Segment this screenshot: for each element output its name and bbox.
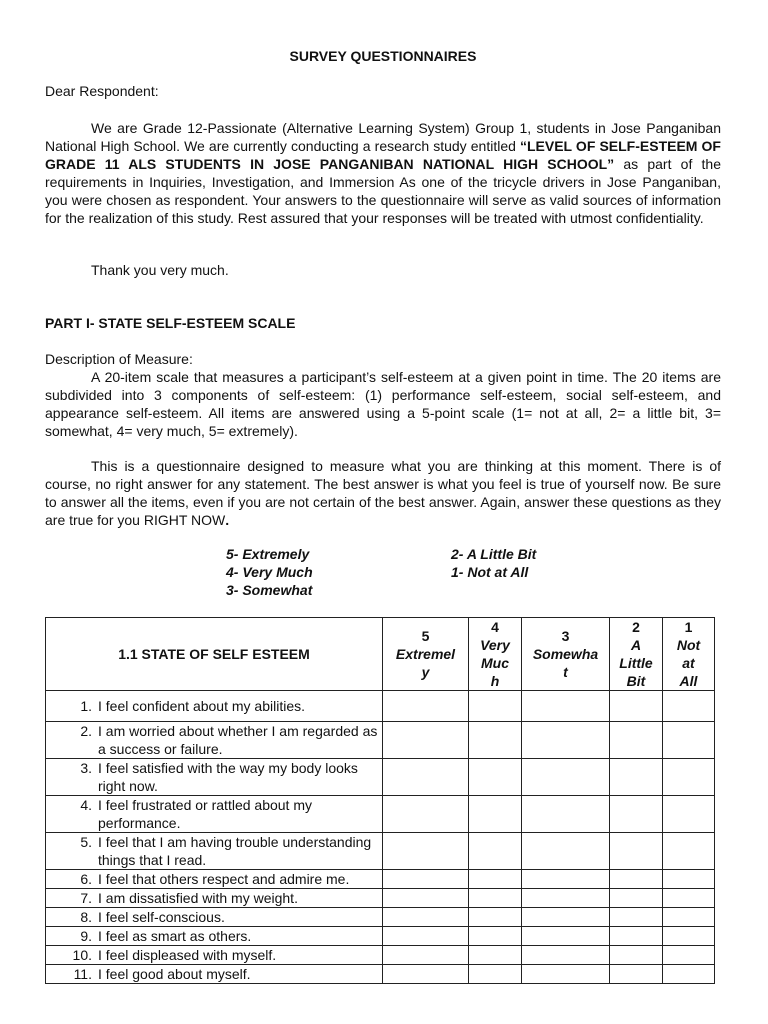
rating-1-cell[interactable] bbox=[663, 946, 715, 965]
item-cell: 8. I feel self-conscious. bbox=[46, 908, 383, 927]
scale-legend-left bbox=[226, 545, 313, 599]
rating-3-cell[interactable] bbox=[522, 691, 610, 722]
column-4-header: 4 Very Muc h bbox=[469, 618, 522, 691]
table-row bbox=[46, 889, 715, 908]
table-row bbox=[46, 946, 715, 965]
scale-5: 5- Extremely bbox=[226, 546, 310, 562]
rating-5-cell[interactable] bbox=[383, 870, 469, 889]
rating-3-cell[interactable] bbox=[522, 965, 610, 984]
rating-1-cell[interactable] bbox=[663, 927, 715, 946]
column-2-header: 2 A Little Bit bbox=[610, 618, 663, 691]
thank-you-text: Thank you very much. bbox=[91, 262, 229, 278]
rating-5-cell[interactable] bbox=[383, 946, 469, 965]
item-cell: 2. I am worried about whether I am regarded as a success or failure. bbox=[46, 722, 383, 759]
description-text: A 20-item scale that measures a participant’s self-esteem at a given point in time. The 20 items are subdivided into 3 components of self-esteem: (1) performance self-esteem, social self-esteem, and appearance self-esteem. All items are answered using a 5-point scale (1= not at all, 2= a little bit, 3= somewhat, 4= very much, 5= extremely). bbox=[45, 369, 721, 439]
rating-4-cell[interactable] bbox=[469, 759, 522, 796]
item-cell: 10. I feel displeased with myself. bbox=[46, 946, 383, 965]
rating-4-cell[interactable] bbox=[469, 870, 522, 889]
item-cell: 3. I feel satisfied with the way my body looks right now. bbox=[46, 759, 383, 796]
rating-3-cell[interactable] bbox=[522, 927, 610, 946]
rating-5-cell[interactable] bbox=[383, 691, 469, 722]
table-row bbox=[46, 691, 715, 722]
rating-2-cell[interactable] bbox=[610, 833, 663, 870]
instructions-text bbox=[45, 457, 721, 529]
rating-1-cell[interactable] bbox=[663, 759, 715, 796]
table-row bbox=[46, 927, 715, 946]
item-cell: 11. I feel good about myself. bbox=[46, 965, 383, 984]
rating-5-cell[interactable] bbox=[383, 908, 469, 927]
rating-2-cell[interactable] bbox=[610, 722, 663, 759]
rating-4-cell[interactable] bbox=[469, 691, 522, 722]
rating-2-cell[interactable] bbox=[610, 965, 663, 984]
rating-4-cell[interactable] bbox=[469, 833, 522, 870]
rating-3-cell[interactable] bbox=[522, 889, 610, 908]
table-row bbox=[46, 908, 715, 927]
rating-3-cell[interactable] bbox=[522, 759, 610, 796]
scale-1: 1- Not at All bbox=[451, 564, 529, 580]
description-label: Description of Measure: bbox=[45, 351, 193, 367]
intro-text-1: We are Grade 12-Passionate (Alternative Learning System) Group 1, students in Jose Panganiban National High School. We are currently conducting a research study entitled bbox=[45, 120, 721, 154]
part-heading: PART I- STATE SELF-ESTEEM SCALE bbox=[45, 315, 296, 331]
rating-4-cell[interactable] bbox=[469, 722, 522, 759]
rating-2-cell[interactable] bbox=[610, 889, 663, 908]
rating-2-cell[interactable] bbox=[610, 908, 663, 927]
rating-2-cell[interactable] bbox=[610, 870, 663, 889]
item-cell: 7. I am dissatisfied with my weight. bbox=[46, 889, 383, 908]
intro-text-2: as part of the requirements in Inquiries, Investigation, and Immersion As one of the tricycle drivers in Jose Panganiban, you were chosen as respondent. Your answers to the questionnaire will serve as valid sources of information for the realization of this study. Rest assured that your responses will be treated with utmost confidentiality. bbox=[45, 156, 721, 226]
rating-4-cell[interactable] bbox=[469, 908, 522, 927]
rating-3-cell[interactable] bbox=[522, 796, 610, 833]
table-row bbox=[46, 870, 715, 889]
column-1-header: 1 Not at All bbox=[663, 618, 715, 691]
rating-4-cell[interactable] bbox=[469, 946, 522, 965]
rating-5-cell[interactable] bbox=[383, 889, 469, 908]
rating-5-cell[interactable] bbox=[383, 759, 469, 796]
rating-4-cell[interactable] bbox=[469, 927, 522, 946]
column-5-header: 5 Extremel y bbox=[383, 618, 469, 691]
rating-1-cell[interactable] bbox=[663, 965, 715, 984]
rating-3-cell[interactable] bbox=[522, 833, 610, 870]
rating-3-cell[interactable] bbox=[522, 908, 610, 927]
item-cell: 6. I feel that others respect and admire me. bbox=[46, 870, 383, 889]
table-row bbox=[46, 965, 715, 984]
rating-4-cell[interactable] bbox=[469, 796, 522, 833]
table-header-row bbox=[46, 618, 715, 691]
table-row bbox=[46, 759, 715, 796]
instructions-main: This is a questionnaire designed to measure what you are thinking at this moment. There is of course, no right answer for any statement. The best answer is what you feel is true of yourself now. Be sure to answer all the items, even if you are not certain of the best answer. Again, answer these questions as they are true for you RIGHT NOW bbox=[45, 458, 721, 528]
column-3-header: 3 Somewha t bbox=[522, 618, 610, 691]
rating-5-cell[interactable] bbox=[383, 722, 469, 759]
scale-2: 2- A Little Bit bbox=[451, 546, 537, 562]
rating-4-cell[interactable] bbox=[469, 889, 522, 908]
rating-3-cell[interactable] bbox=[522, 870, 610, 889]
item-cell: 9. I feel as smart as others. bbox=[46, 927, 383, 946]
scale-legend-right bbox=[451, 545, 536, 581]
rating-3-cell[interactable] bbox=[522, 946, 610, 965]
rating-1-cell[interactable] bbox=[663, 908, 715, 927]
rating-1-cell[interactable] bbox=[663, 722, 715, 759]
rating-1-cell[interactable] bbox=[663, 833, 715, 870]
item-cell: 1. I feel confident about my abilities. bbox=[46, 691, 383, 722]
table-header-title: 1.1 STATE OF SELF ESTEEM bbox=[46, 618, 383, 691]
table-row bbox=[46, 796, 715, 833]
rating-5-cell[interactable] bbox=[383, 796, 469, 833]
item-cell: 4. I feel frustrated or rattled about my performance. bbox=[46, 796, 383, 833]
rating-1-cell[interactable] bbox=[663, 796, 715, 833]
rating-5-cell[interactable] bbox=[383, 927, 469, 946]
rating-5-cell[interactable] bbox=[383, 965, 469, 984]
table-row bbox=[46, 833, 715, 870]
rating-2-cell[interactable] bbox=[610, 946, 663, 965]
document-title: SURVEY QUESTIONNAIRES bbox=[289, 48, 477, 64]
rating-3-cell[interactable] bbox=[522, 722, 610, 759]
intro-paragraph bbox=[45, 119, 721, 227]
rating-1-cell[interactable] bbox=[663, 889, 715, 908]
scale-3: 3- Somewhat bbox=[226, 582, 313, 598]
instructions-end: . bbox=[225, 512, 230, 528]
rating-2-cell[interactable] bbox=[610, 759, 663, 796]
rating-4-cell[interactable] bbox=[469, 965, 522, 984]
item-cell: 5. I feel that I am having trouble understanding things that I read. bbox=[46, 833, 383, 870]
rating-1-cell[interactable] bbox=[663, 870, 715, 889]
scale-4: 4- Very Much bbox=[226, 564, 313, 580]
rating-2-cell[interactable] bbox=[610, 927, 663, 946]
rating-5-cell[interactable] bbox=[383, 833, 469, 870]
rating-1-cell[interactable] bbox=[663, 691, 715, 722]
rating-2-cell[interactable] bbox=[610, 796, 663, 833]
rating-2-cell[interactable] bbox=[610, 691, 663, 722]
table-row bbox=[46, 722, 715, 759]
self-esteem-table bbox=[45, 617, 715, 984]
study-title: “LEVEL OF SELF-ESTEEM OF GRADE 11 ALS STUDENTS IN JOSE PANGANIBAN NATIONAL HIGH SCHOOL” bbox=[45, 138, 721, 172]
salutation: Dear Respondent: bbox=[45, 83, 159, 99]
